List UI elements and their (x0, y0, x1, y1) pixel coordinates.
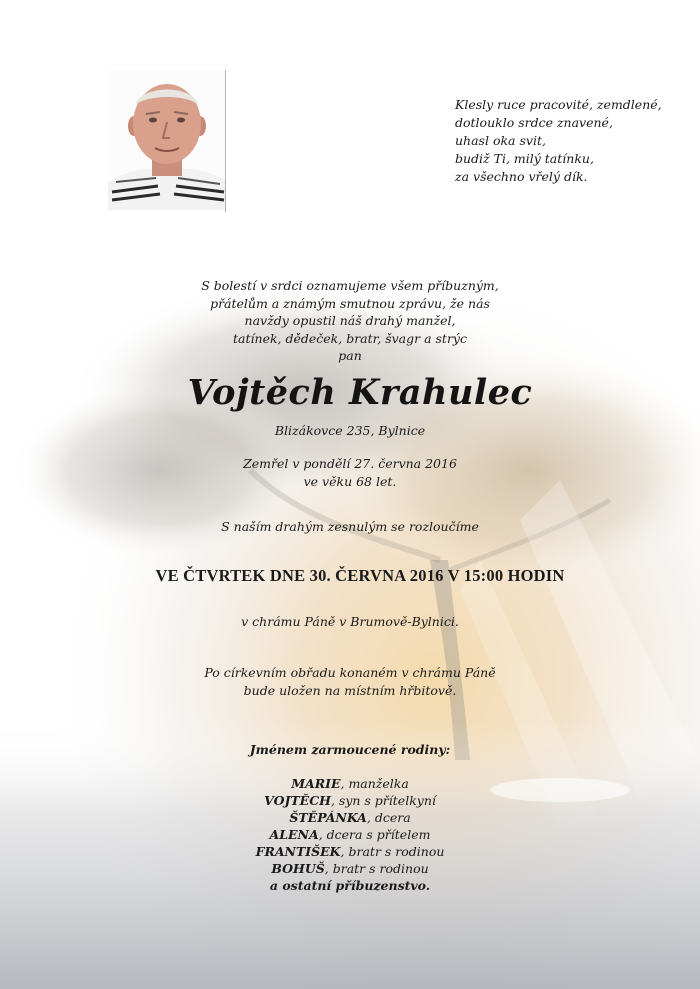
family-closing: a ostatní příbuzenstvo. (269, 878, 431, 893)
announcement-intro (150, 277, 550, 365)
intro-line: S bolestí v srdci oznamujeme všem příbuzným, (201, 278, 499, 293)
poem-line: uhasl oka svit, (455, 133, 546, 148)
family-member (150, 792, 550, 809)
deceased-name: Vojtěch Krahulec (187, 372, 533, 413)
poem-line: dotlouklo srdce znavené, (455, 115, 613, 130)
family-heading: Jménem zarmoucené rodiny: (249, 742, 451, 757)
portrait-photo (108, 70, 226, 210)
family-member-relation: , manželka (340, 776, 409, 791)
intro-line: navždy opustil náš drahý manžel, (244, 313, 456, 328)
family-member-relation: , dcera s přítelem (318, 827, 431, 842)
intro-line: tatínek, dědeček, bratr, švagr a strýc (233, 330, 467, 346)
family-member (150, 826, 550, 843)
ceremony-datetime: VE ČTVRTEK DNE 30. ČERVNA 2016 V 15:00 HODIN (155, 566, 565, 585)
photo-divider (225, 70, 226, 212)
family-member (150, 860, 550, 877)
poem-line: za všechno vřelý dík. (455, 169, 588, 184)
burial-line: bude uložen na místním hřbitově. (243, 682, 457, 698)
family-member-relation: , dcera (366, 810, 411, 825)
family-member-name: BOHUŠ (271, 861, 325, 876)
family-member-name: ŠTĚPÁNKA (289, 810, 367, 825)
family-member (150, 775, 550, 792)
death-age: ve věku 68 let. (303, 473, 397, 489)
burial-line: Po církevním obřadu konaném v chrámu Páně (204, 665, 496, 680)
intro-line: pan (338, 348, 362, 363)
memorial-poem (455, 96, 675, 186)
poem-line: Klesly ruce pracovité, zemdlené, (455, 97, 662, 112)
death-date: Zemřel v pondělí 27. června 2016 (243, 456, 457, 471)
family-member-name: FRANTIŠEK (255, 844, 341, 859)
family-member-name: MARIE (291, 776, 341, 791)
portrait-image (108, 70, 226, 210)
family-member-name: VOJTĚCH (264, 793, 331, 808)
family-member-name: ALENA (269, 827, 319, 842)
burial-info (150, 664, 550, 699)
family-member-relation: , syn s přítelkyní (330, 793, 436, 808)
family-list (150, 775, 550, 894)
deceased-address: Blizákovce 235, Bylnice (274, 423, 426, 438)
family-member (150, 809, 550, 826)
family-member-relation: , bratr s rodinou (324, 861, 429, 876)
farewell-text: S naším drahým zesnulým se rozloučíme (221, 519, 479, 534)
poem-line: budiž Ti, milý tatínku, (455, 151, 594, 166)
death-info (150, 455, 550, 490)
ceremony-location: v chrámu Páně v Brumově-Bylnici. (241, 614, 459, 629)
intro-line: přátelům a známým smutnou zprávu, že nás (210, 295, 490, 311)
family-member (150, 843, 550, 860)
family-member-relation: , bratr s rodinou (340, 844, 445, 859)
